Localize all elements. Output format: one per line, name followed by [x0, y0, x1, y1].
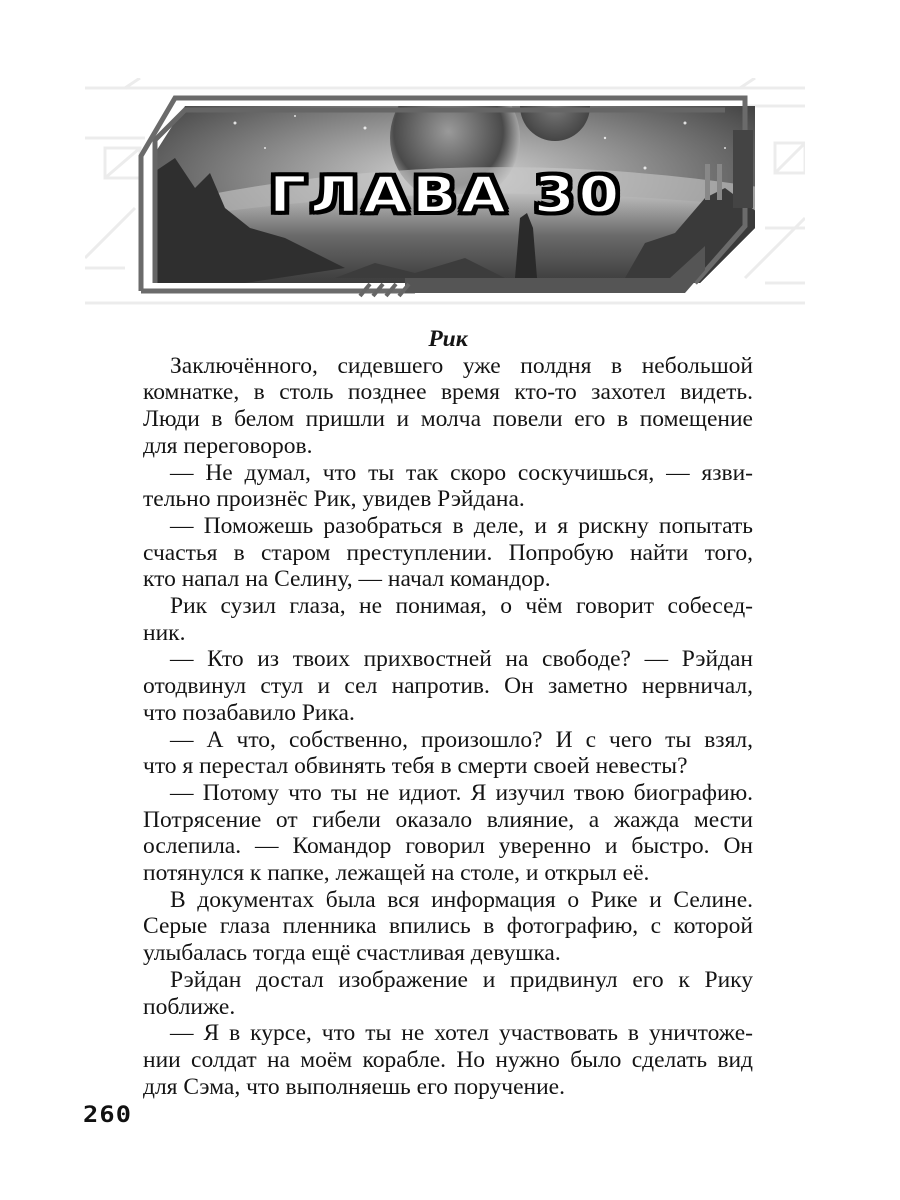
text-line: Заключённого, сидевшего уже полдня в небольшой: [170, 352, 753, 379]
text-line: тельно произнёс Рик, увидев Рэйдана.: [143, 486, 525, 513]
text-line: что я перестал обвинять тебя в смерти своей невесты?: [143, 753, 688, 780]
text-line: — Поможешь разобраться в деле, и я рискну попытать: [170, 512, 753, 539]
text-line: для Сэма, что выполняешь его поручение.: [143, 1073, 565, 1100]
text-line: — Не думал, что ты так скоро соскучишься, — язви-: [170, 459, 753, 486]
text-line: — Кто из твоих прихвостней на свободе? — Рэйдан: [170, 646, 753, 673]
text-line: нии солдат на моём корабле. Но нужно было сделать вид: [143, 1046, 753, 1073]
text-line: ник.: [143, 619, 186, 646]
text-line: Потрясение от гибели оказало влияние, а жажда мести: [143, 806, 753, 833]
text-line: отодвинул стул и сел напротив. Он заметно нервничал,: [143, 673, 753, 700]
text-line: потянулся к папке, лежащей на столе, и открыл её.: [143, 860, 650, 887]
text-line: кто напал на Селину, — начал командор.: [143, 566, 551, 593]
text-line: Серые глаза пленника впились в фотографию, с которой: [143, 913, 753, 940]
text-line: комнатке, в столь позднее время кто-то захотел видеть.: [143, 379, 753, 406]
text-line: — А что, собственно, произошло? И с чего ты взял,: [170, 726, 753, 753]
text-line: счастья в старом преступлении. Попробую найти того,: [143, 539, 753, 566]
text-line: Рэйдан достал изображение и придвинул его к Рику: [170, 966, 753, 993]
text-line: поближе.: [143, 993, 236, 1020]
page-number: 260: [83, 1103, 133, 1128]
text-line: В документах была вся информация о Рике и Селине.: [170, 886, 753, 913]
text-line: — Я в курсе, что ты не хотел участвовать в уничтоже-: [170, 1020, 753, 1047]
text-line: что позабавило Рика.: [143, 699, 355, 726]
chapter-title: ГЛАВА 30: [269, 166, 623, 224]
body-text: [143, 326, 753, 1100]
text-line: улыбалась тогда ещё счастливая девушка.: [143, 940, 561, 967]
text-line: ослепила. — Командор говорил уверенно и быстро. Он: [143, 833, 753, 860]
text-line: Рик сузил глаза, не понимая, о чём говорит собесед-: [170, 593, 753, 620]
text-line: для переговоров.: [143, 432, 313, 459]
paragraph-lines: [143, 353, 753, 1101]
pov-heading: Рик: [428, 326, 468, 352]
text-line: Люди в белом пришли и молча повели его в помещение: [143, 406, 753, 433]
text-line: — Потому что ты не идиот. Я изучил твою биографию.: [170, 779, 753, 806]
